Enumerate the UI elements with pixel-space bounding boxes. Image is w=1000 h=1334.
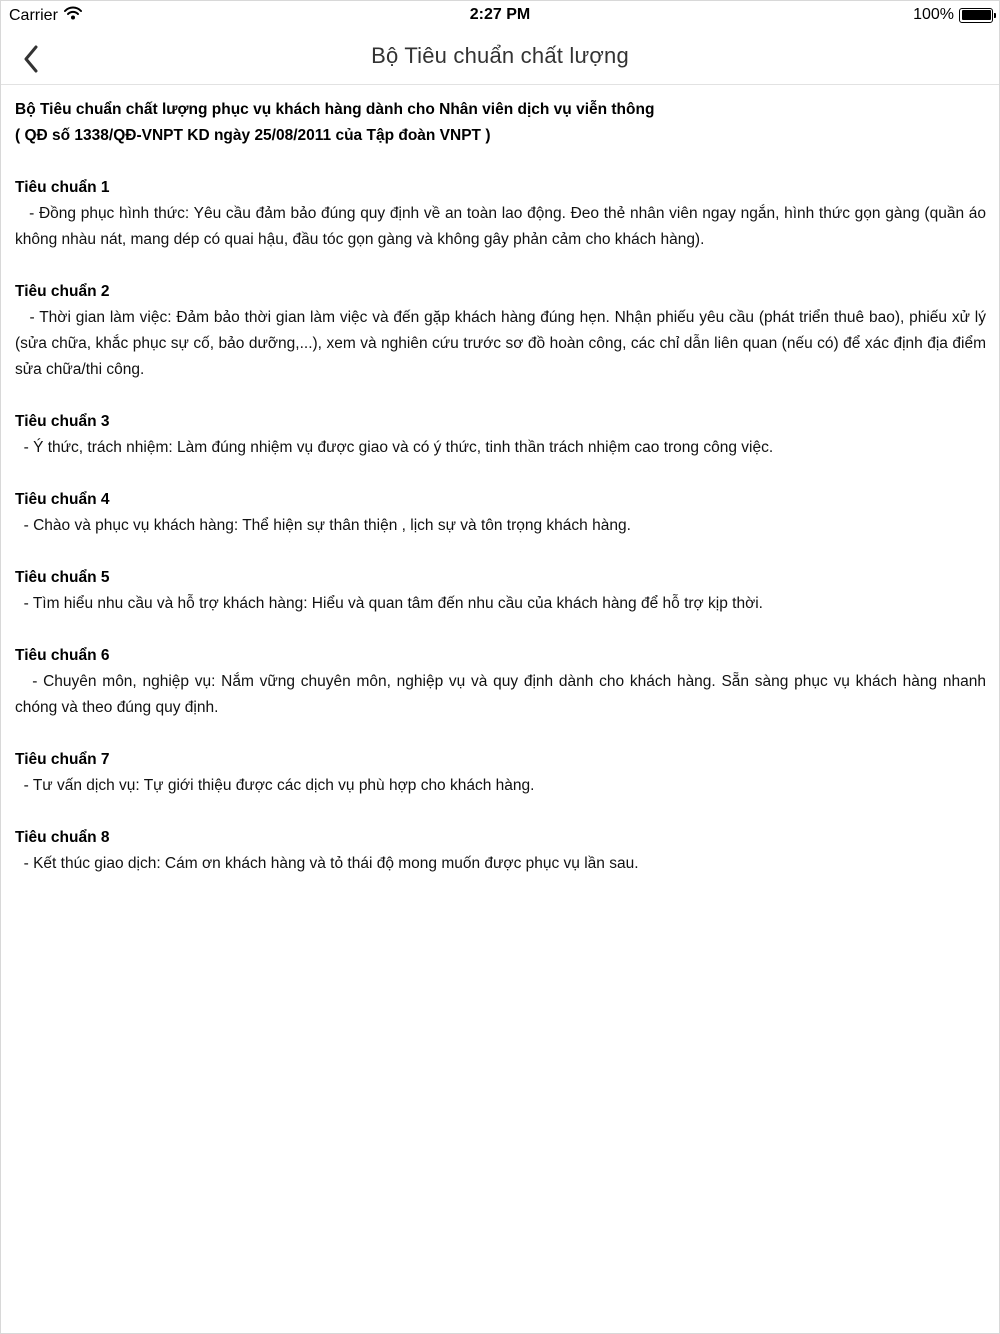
status-right bbox=[913, 6, 993, 24]
section-title: Tiêu chuẩn 2 bbox=[15, 283, 110, 300]
standard-section-5 bbox=[15, 565, 986, 617]
section-title: Tiêu chuẩn 3 bbox=[15, 413, 110, 430]
document-heading bbox=[15, 97, 986, 149]
standard-section-1 bbox=[15, 175, 991, 253]
standard-section-7 bbox=[15, 747, 986, 799]
section-title: Tiêu chuẩn 1 bbox=[15, 179, 110, 196]
section-body: - Đồng phục hình thức: Yêu cầu đảm bảo đúng quy định về an toàn lao động. Đeo thẻ nhân viên ngay ngắn, hình thức gọn gàng (quần áo không nhàu nát, mang dép có quai hậu, đầu tóc gọn gàng và không gây phản cảm cho khách hàng). bbox=[15, 205, 991, 248]
standard-section-6 bbox=[15, 643, 991, 721]
section-body: - Tư vấn dịch vụ: Tự giới thiệu được các dịch vụ phù hợp cho khách hàng. bbox=[15, 777, 535, 794]
section-title: Tiêu chuẩn 8 bbox=[15, 829, 110, 846]
standard-section-4 bbox=[15, 487, 986, 539]
document-content bbox=[15, 97, 991, 877]
navigation-bar bbox=[1, 29, 999, 85]
heading-line-2: ( QĐ số 1338/QĐ-VNPT KD ngày 25/08/2011 của Tập đoàn VNPT ) bbox=[15, 127, 491, 144]
section-body: - Thời gian làm việc: Đảm bảo thời gian làm việc và đến gặp khách hàng đúng hẹn. Nhận phiếu yêu cầu (phát triển thuê bao), phiếu xử lý (sửa chữa, khắc phục sự cố, bảo dưỡng,...), xem và nghiên cứu trước sơ đồ hoàn công, các chỉ dẫn liên quan (nếu có) để xác định địa điểm sửa chữa/thi công. bbox=[15, 309, 991, 378]
section-body: - Chào và phục vụ khách hàng: Thể hiện sự thân thiện , lịch sự và tôn trọng khách hàng. bbox=[15, 517, 631, 534]
section-title: Tiêu chuẩn 4 bbox=[15, 491, 110, 508]
section-title: Tiêu chuẩn 5 bbox=[15, 569, 110, 586]
heading-line-1: Bộ Tiêu chuẩn chất lượng phục vụ khách hàng dành cho Nhân viên dịch vụ viễn thông bbox=[15, 101, 655, 118]
battery-percent: 100% bbox=[913, 6, 954, 23]
section-body: - Chuyên môn, nghiệp vụ: Nắm vững chuyên môn, nghiệp vụ và quy định dành cho khách hàng. Sẵn sàng phục vụ khách hàng nhanh chóng và theo đúng quy định. bbox=[15, 673, 991, 716]
standard-section-3 bbox=[15, 409, 986, 461]
status-time: 2:27 PM bbox=[469, 6, 531, 23]
section-title: Tiêu chuẩn 7 bbox=[15, 751, 110, 768]
standard-section-2 bbox=[15, 279, 991, 383]
page-title: Bộ Tiêu chuẩn chất lượng bbox=[371, 43, 629, 68]
standard-section-8 bbox=[15, 825, 986, 877]
carrier-label: Carrier bbox=[9, 6, 58, 24]
section-body: - Tìm hiểu nhu cầu và hỗ trợ khách hàng: Hiểu và quan tâm đến nhu cầu của khách hàng để hỗ trợ kịp thời. bbox=[15, 595, 763, 612]
status-bar bbox=[1, 1, 999, 29]
section-body: - Kết thúc giao dịch: Cám ơn khách hàng và tỏ thái độ mong muốn được phục vụ lần sau. bbox=[15, 855, 639, 872]
section-title: Tiêu chuẩn 6 bbox=[15, 647, 110, 664]
section-body: - Ý thức, trách nhiệm: Làm đúng nhiệm vụ được giao và có ý thức, tinh thần trách nhiệm cao trong công việc. bbox=[15, 439, 774, 456]
battery-icon bbox=[959, 8, 993, 23]
